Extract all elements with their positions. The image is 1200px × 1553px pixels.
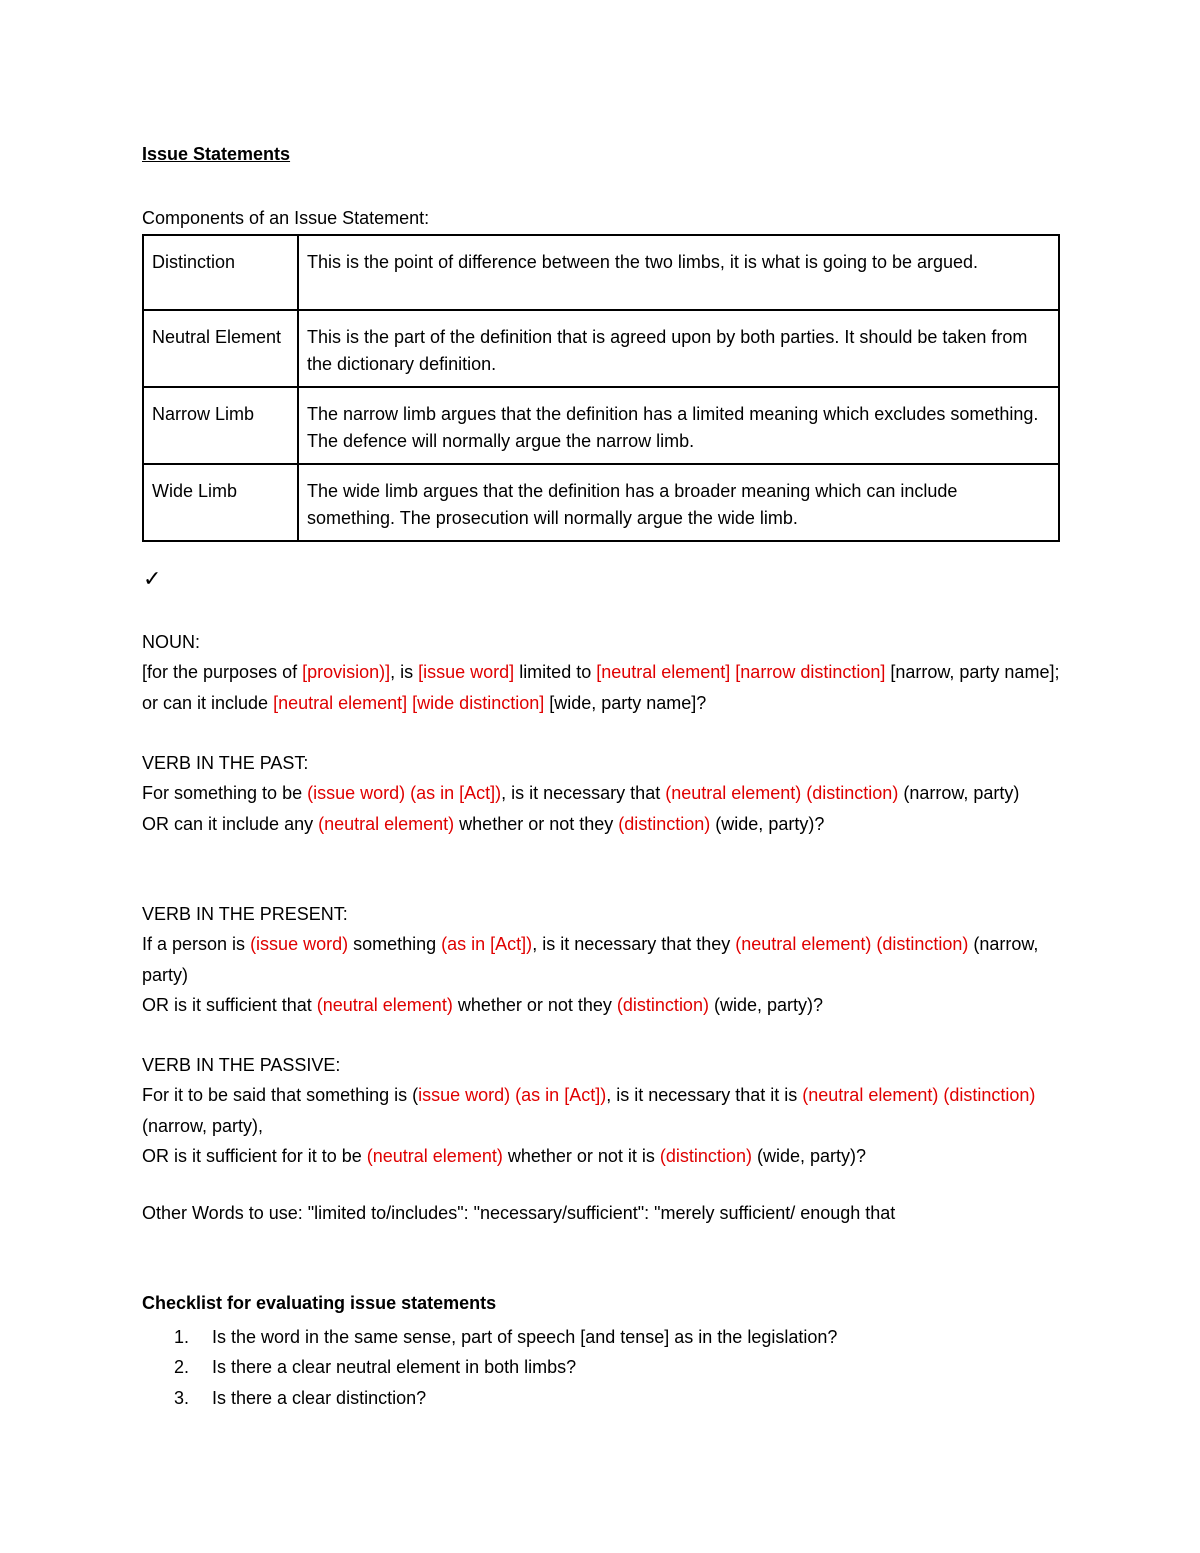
components-table	[142, 234, 1060, 542]
other-words-text: Other Words to use: "limited to/includes": "necessary/sufficient": "merely sufficient/ enough that	[142, 1203, 896, 1223]
checkmark-icon: ✓	[143, 566, 162, 591]
passive-template	[142, 1050, 1072, 1171]
template-text: [for the purposes of [provision)], is [issue word] limited to [neutral element] [narrow distinction] [narrow, party name]; or can it include [neutral element] [wide distinction] [wide, party name]?	[142, 662, 1060, 713]
list-item: 2. Is there a clear neutral element in both limbs?	[174, 1357, 577, 1378]
term-cell: Distinction	[143, 235, 298, 310]
description-cell: This is the part of the definition that is agreed upon by both parties. It should be taken from the dictionary definition.	[298, 310, 1059, 387]
table-caption: Components of an Issue Statement:	[142, 208, 430, 228]
description-cell: The narrow limb argues that the definition has a limited meaning which excludes something. The defence will normally argue the narrow limb.	[298, 387, 1059, 464]
past-template	[142, 748, 1072, 839]
term-cell: Neutral Element	[143, 310, 298, 387]
noun-template	[142, 627, 1072, 718]
page-title: Issue Statements	[142, 144, 291, 164]
term-cell: Wide Limb	[143, 464, 298, 541]
section-heading: VERB IN THE PASSIVE:	[142, 1055, 341, 1075]
list-item: 1. Is the word in the same sense, part of speech [and tense] as in the legislation?	[174, 1327, 838, 1347]
list-item: 3. Is there a clear distinction?	[174, 1387, 427, 1408]
template-text: OR is it sufficient for it to be (neutral element) whether or not it is (distinction) (wide, party)?	[142, 1145, 866, 1166]
table-row	[143, 387, 1059, 464]
template-text: OR is it sufficient that (neutral element) whether or not they (distinction) (wide, party)?	[142, 994, 823, 1015]
template-text: For something to be (issue word) (as in [Act]), is it necessary that (neutral element) (distinction) (narrow, party)	[142, 783, 1020, 804]
template-text: OR can it include any (neutral element) whether or not they (distinction) (wide, party)?	[142, 813, 825, 834]
table-row	[143, 310, 1059, 387]
checklist	[142, 1322, 837, 1413]
term-cell: Narrow Limb	[143, 387, 298, 464]
present-template	[142, 899, 1072, 1020]
checklist-title: Checklist for evaluating issue statements	[142, 1293, 497, 1313]
template-text: If a person is (issue word) something (as in [Act]), is it necessary that they (neutral element) (distinction) (narrow, party)	[142, 934, 1039, 985]
section-heading: VERB IN THE PRESENT:	[142, 904, 348, 924]
description-cell: The wide limb argues that the definition has a broader meaning which can include something. The prosecution will normally argue the wide limb.	[298, 464, 1059, 541]
table-row	[143, 464, 1059, 541]
section-heading: VERB IN THE PAST:	[142, 753, 309, 773]
section-heading: NOUN:	[142, 632, 200, 652]
template-text: For it to be said that something is (issue word) (as in [Act]), is it necessary that it is (neutral element) (distinction) (narrow, party),	[142, 1085, 1036, 1136]
table-row	[143, 235, 1059, 310]
description-cell: This is the point of difference between the two limbs, it is what is going to be argued.	[298, 235, 1059, 310]
